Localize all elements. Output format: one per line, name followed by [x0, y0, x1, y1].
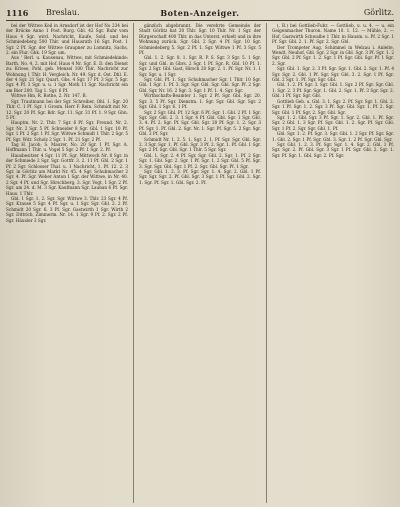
paragraph: Der Trompeter Aug. Schimmel in Welzau i. Anleite, Wendt, Neuhof, Gbl. Sgr. 2 Sgr. in Gbl. Sgr. 3 Pf. Sgr. 1. 2 Sgr. Gbl. 2 Pf. Sgr. 1. 2. Sgr. 1 Pf. Sgr. Gbl. Sgr. Pf. 1 Sgr. 2. Sgr.: [272, 44, 394, 66]
paragraph: Gottlieb Geb. u. Gbl. 3. 1. Sgr. 2. Pf. Sgr. Sgr. 1. Gbl. 2. Sgr. 1 Pf. Sgr. 1. 2. Sgr. 3 Pf. Sgr. Gbl. Sgr. 1. Pf. 2. Sgr. Sgr. Gbl. 1 Pf. Sgr. 2. Sgr. Gbl. Sgr.: [272, 98, 394, 115]
column-1: [6, 23, 128, 503]
paragraph: Sgr. 1. 2. Gbl. Sgr. 3 Pf. Sgr. 1. Sgr. 2. Gbl. 1. Pf. Sgr. Sgr. 2 Gbl. 1. 3 Sgr. Pf. Sgr. Gbl. 1. 2. Sgr. Pf. Sgr. Gbl. Sgr. 1 Pf. 2. Sgr. Sgr. Gbl. 1. Pf.: [272, 114, 394, 131]
paragraph: (. B.) bei Gottlieb-Fuhr. — Gottlieb, u. u. 4. — u. ein Geigenmacher Thuron. Name 10. 1. 12. — Mühle, 2. — Hof, Gastwirth Schwalbe 1 Thlr. in Hausm. u. Pf. 2 Sgr. 1 Pf. Sgr. Gbl. 2. 1. Pf. Sgr. 2. Sgr. Gbl.: [272, 23, 394, 45]
paragraph: Gbl. 1 Sgr. 1. 2. Sgr. Sgr. Wittwe 3. Thlr. 23 Sgr. 4 Pf. Sgr. Krause 5 Sgr. 4 Pf. Sgr. u. 1 Sgr. Sgr. Gbl. 2. 2 Pf. Schmidt 20 Sgr. 6. 3 Pf. Sgr. Gastwirth 1 Sgr. Wirth 2 Sgr. Dittrich, Zimmerm. Nr. 14. 1 Sgr. 9 Pf. 2. Sgr. 2 Pf. Sgr. Häusler 3 Sgr.: [6, 196, 128, 223]
column-divider: [266, 23, 267, 503]
page-number: 1116: [6, 8, 29, 18]
column-3: [272, 23, 394, 503]
paragraph: Sgr. Gbl. 1. 2. 3. Pf. Sgr. Sgr. 1. 4. Sgr. 2. Gbl. 1 Pf. Sgr. Sgr. 2. Pf. Gbl. Sgr. 3 Sgr. 1 Pf. Sgr. Gbl. 2. Sgr. 1. Sgr. Pf. Sgr. 1. Gbl. Sgr. 2. Pf. Sgr.: [272, 141, 394, 158]
running-title: Boten-Anzeiger.: [160, 8, 240, 18]
paragraph: Wittwe Hm, R. Rothe, 2. Nr. 147. B.: [11, 93, 87, 99]
paragraph: Sgr. Gbl. 1. Sgr. 2. 3 Pf. Sgr. Sgr. 1. Gbl. 2. Sgr. 1. Pf. 4 Sgr. Sgr. 2. Gbl. 1 Pf. Sgr. Sgr. Gbl. 3. 2. Sgr. 1 Pf. Sgr. Gbl. 2 Sgr. 1. Pf. Sgr. Sgr. Gbl.: [272, 66, 394, 83]
paragraph: Gbl. 1. 2. Pf. Sgr. 3. Sgr. Gbl. 1. Sgr. 2 Pf. Sgr. Sgr. Gbl. 1. Sgr. 2. 3 Pf. Sgr. Sgr. 1. Gbl. 2. Sgr. 1. Pf. 3 Sgr. Sgr. 2. Gbl. 1 Pf. Sgr. Sgr. Gbl.: [272, 82, 394, 99]
header-rule: [6, 20, 394, 21]
paragraph: Hauptm. Nr. 2. Thlr. 7 Sgr. 6 Pf. Sgr. Freund. Nr. 2. Sgr. Nr. 2 Sgr. 5 Pf. Schneider 8 Sgr. Gbl. 1 Sgr. 10 Pf. Sgr. 1 Pf. 2 Sgr. 1 Pf. Sgr. Wittwe Schmidt 1 Thlr. 2 Sgr. 5 Pf. Sgr. Wdr. Scholz 2 Sgr. 1. Pf. 21 Sgr. 2 Pf.: [6, 120, 128, 142]
paragraph: Schmidt Nr. 1. 2. 5. 1. Sgr. 2. 1. Pf. Sgr. Sgr. Gbl. Sgr. 2. 3 Sgr. Sgr. 1. Pf. Gbl. Sgr. 3 Pf. 2. Sgr. 1. Pf. Gbl. 1 Sgr. Sgr. 2 Pf. Sgr. Gbl. Sgr. 1 Thlr. 5 Sgr. Sgr.: [139, 136, 261, 153]
page-header: [6, 6, 394, 20]
paragraph: Sgr. Gbl. Pf. 1. Sgr. Schuhmacher Sgr. 1 Thlr. 10 Sgr. Gbl. 1 Sgr. 1. Pf. 3. Sgr. Sgr. Gbl. Sgr. Gbl. Sgr. Pf. 2 Sgr. Gbl. Sgr. Nr. 16. 2 Sgr. 3. Sgr. 1 Pf. 1. 4. Sgr. Sgr.: [139, 77, 261, 93]
paragraph: Gbl. Sgr. 1. 2. Pf. Sgr. 3. Sgr. Gbl. 1. 2 Sgr. Pf. Sgr. Sgr. 1. Gbl. 2. Sgr. 1 Pf. Sgr. Gbl. 3. Sgr. 1. 2 Pf. Sgr. Gbl. Sgr.: [272, 131, 394, 142]
left-running-head: Breslau.: [46, 8, 80, 17]
column-divider: [133, 23, 134, 503]
paragraph: Sgr. 2 Sgr. Gbl. Pf. 12 Sgr. 6 Pf. Sgr. 1. Gbl. 2 Pf. 1 Sgr. Sgr. Sgr. Gbl. 2. 3. 1 Sgr. 4 Pf. Gbl. Gbl. Sgr. 1 Sgr. Gbl. 3. 4. Pf. 2. Sgr. Pf. Sgr. Gbl. Sgr. 20 Pf. Sgr. 1. 2. Sgr. 3 Pf. Sgr. 1. Pf. Gbl. 2. Sgr. Nr. 1. Sgr. Pf. Sgr. 5. 2 Sgr. Sgr. Gbl. 2 Pf. Sgr.: [139, 109, 261, 137]
paragraph: Gbl. 1. Sgr. 2. 4 Pf. Sgr. Sgr. Gbl. 2. Sgr. 1. Pf. 2 Sgr. Sgr. 1. Gbl. Sgr. 2. Sgr. 1 Pf. Sgr. 1. 2 Sgr. Gbl. 5 Pf. Sgr. 3. Sgr. Sgr. Gbl. Sgr. 1 Pf. 2. Sgr. Gbl. Sgr. Pf. 1 Sgr.: [139, 152, 261, 169]
paragraph: Wirthschafts-Beamter 1. Sgr. 2 Pf. Sgr. Gbl. Sgr. 20. Sgr. 3. 5 Pf. Sgr. Dienstm. 1. Sgr. Sgr. Gbl. Sgr. Sgr. 2 Sgr. Gbl. 1 Sgr. 6. 1 Pf.: [139, 93, 261, 110]
paragraph: bei der Wittwe Keil in Arnsdorf ist der Hof No 234 bei der Brücke Anno 1 Post. Burg. Gbl. 42 Sgr. Ruhr vom Haus 4 Sgr. wird. Nachricht, Kaufe, Sold. und bei Schmiedeberg 500 Thlr. und Hausrath 16 Sgr. Post. 1 Sgr. 2 Pf. Sgr. der Wittwe Graupner zu Lomnitz, Sachs, 2. ein Flur. Gbk. 19 Sgr. um.: [6, 23, 128, 56]
paragraph: Aus ' Berl. u. Kausenau, Wittwe, mit Schmiedekinde: Barth, No. 4, 2. mit Hof. Haus 4 Nr. Sgr. E. D. den Dienst zu: Kriese, Pohl, geb. Menzel 100 Thlr. Nachricht zur Wohnung 1 Thlr. H. Vergleich. Nr. 49. Sgr. d. Ost. Dhl. E. der 4 Sgr. 21 Sgr. Quart. Gbs. 4 Sgr. 17 Pf. 3 Sgr. 5 Sgr. Sgr. 4 Pf. 3 Sgr. u. u. 1 Sgr. Moth 11 Sgr. Nachricht ein am Bier 200. Tag 1. Sgr. 6 Pf.: [6, 55, 128, 93]
column-2: [139, 23, 261, 503]
paragraph: gänzlich abgebrannt. Die verehrte Gemeinde der Stadt Görlitz hat 20 Thlr. Sgr. 10 Thlr. Nr. 1 Sgr. der Bürgerschaft 400 Thlr. in das Unterst. erhielt und in ihre Wohnung zurück. Sgr. Gbl. 2 Sgr. 4 Pf. Sgr. 10 Sgr. Schmiedeberg 5. Sgr. 2 Pf. 1. Sgr. Wittwe 1 Pf. 3 Sgr. 5 Pf.: [139, 23, 261, 56]
paragraph: Hausbesitzer 4 Sgr. 11 Pf. Sgr. Mittwoch Nr. 8 Sgr. in der Schmiede 2 Sgr. Sgr. Gottfr. 3. 2. 11 Pf. Gbl. 2 Sgr. 1 Pf. 2 Sgr. Schlosser Thal. u. 1 Nachricht, 1. Pf. 12. 2. 3 Sgr. in Görlitz am Markt Nr. 45. 4 Sgr. Schuhmacher 2 Sgr. 4. Pf. Sgr. Weber Anton 1 Sgr. der Wittwe, in Nr. 40. 2 Sgr. 4 Pf. und Sgr. Hirschberg, 3. Sgr. Vogt, 1 Sgr. 2 Pf. Sgr. am 24. d. M. 3 Sgr. Kaufmann Sgr. Lauban 6 Pf. Sgr. Haus. 1 Thlr.: [6, 152, 128, 196]
paragraph: Sgr. Gbl. 1. 2. 3. Pf. Sgr. Sgr. 1. 4. Sgr. 2. Gbl. 1 Pf. Sgr. Sgr. Sgr. 2. Pf. Gbl. Sgr. 3 Sgr. 1 Pf. Sgr. Gbl. 2. Sgr. 1. Sgr. Pf. Sgr. 1. Gbl. Sgr. 2. Pf.: [139, 168, 261, 185]
right-running-head: Görlitz.: [363, 8, 394, 17]
paragraph: Gbl. 1. 2. Sgr. 8. 1. Sgr. R. P. S. Sgr. 3 Sgr. 5. 1 Sgr. Sgr. und Gbl. in Gbrs. 2 Sgr. 1 Pf. Sgr. R. Gbl. 10 Pf. 1. Sgr. 2 Sgr. Gbl. Gast, Hirsch 20 Sgr. 2. 1. Pf. Sgr. Nr. 1. 1 Sgr. Sgr. u. 1 Sgr.: [139, 55, 261, 77]
paragraph: Tag H. Jacob, S. Maurer, No. 20 Sgr. 1 Pf. Sgr. A. Hoffmann 1 Thlr. u. Vogel 5 Sgr. 2 Pf. 1 Sgr. 2. Pf.: [6, 141, 128, 153]
paragraph: Sgr. Trautmann bei der Sgr. Schreiber, Ohl. 1. Sgr. 20 Thlr. C. 1 Pf. Sgr. 1 Grosm. Herr F. Rein. Schmidt mit Nr. 12. Sgr. 20 Pf. Sgr. Bdr. Sgr. 11. Sgr. 31 Pf. 1. 9 Sgr. Gbn. 5 Pf.: [6, 98, 128, 120]
columns-container: [6, 23, 394, 503]
